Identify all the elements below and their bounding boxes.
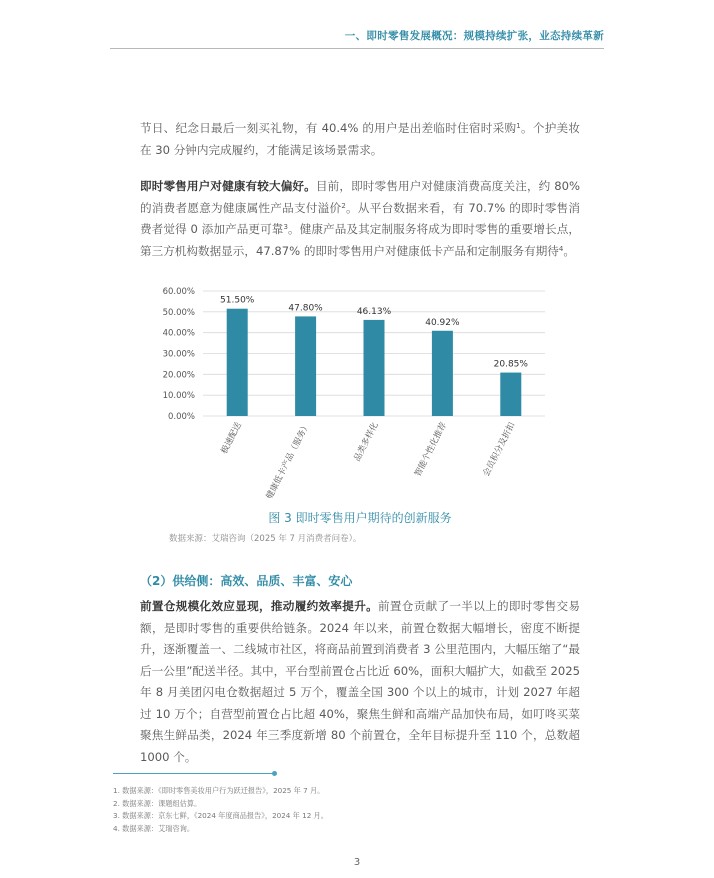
y-tick-label: 30.00% <box>162 349 195 360</box>
paragraph-text: 。从平台数据来看，有 70.7% 的即时零售消费者觉得 0 添加产品更可靠 <box>140 200 580 236</box>
y-tick-label: 20.00% <box>162 370 195 381</box>
section-title: （2）供给侧：高效、品质、丰富、安心 <box>140 574 353 588</box>
paragraph-gift-scenario <box>140 118 580 161</box>
footnote-ref: 2 <box>341 201 346 210</box>
bar <box>500 373 521 416</box>
x-category-label: 健康低卡产品（服务） <box>264 420 313 498</box>
y-tick-label: 40.00% <box>162 328 195 339</box>
bar-value-label: 47.80% <box>288 303 323 314</box>
x-category-label: 极速配送 <box>219 420 244 456</box>
bar <box>432 331 453 416</box>
bar-value-label: 40.92% <box>425 317 460 328</box>
header-divider <box>110 48 604 49</box>
paragraph-front-warehouse <box>140 596 580 768</box>
y-tick-label: 50.00% <box>162 307 195 318</box>
page-number: 3 <box>353 857 361 868</box>
header-title: 一、即时零售发展概况：规模持续扩张，业态持续革新 <box>344 30 604 42</box>
paragraph-lead: 即时零售用户对健康有较大偏好。 <box>140 179 316 193</box>
bar-chart-innovative-services <box>140 280 570 498</box>
footnotes <box>113 785 473 835</box>
bar <box>364 320 385 416</box>
bar-value-label: 20.85% <box>493 359 528 370</box>
footnote-divider-dot <box>272 771 277 776</box>
figure-caption: 图 3 即时零售用户期待的创新服务 <box>268 511 452 525</box>
paragraph-text: 前置仓贡献了一半以上的即时零售交易额，是即时零售的重要供给链条。2024 年以来，前置仓数据大幅增长，密度不断提升，逐渐覆盖一、二线城市社区，将商品前置到消费者 3 公里范围内，大幅压缩了“最后一公里”配送半径。其中，平台型前置仓占比近 60%，面积大幅扩大，如截至 2025 年 8 月美团闪电仓数据超过 5 万个，覆盖全国 300 个以上的城市，计划 2027 年超过 10 万个；自营型前置仓占比超 40%，聚焦生鲜和高端产品加快布局，如叮咚买菜聚焦生鲜品类，2024 年三季度新增 80 个前置仓，全年目标提升至 110 个，总数超 1000 个。 <box>140 599 580 764</box>
footnote-item: 1. 数据来源：《即时零售美妆用户行为跃迁报告》，2025 年 7 月。 <box>113 786 325 795</box>
bar-value-label: 51.50% <box>220 295 255 306</box>
paragraph-text: 节日、纪念日最后一刻买礼物，有 40.4% 的用户是出差临时住宿时采购 <box>140 121 517 135</box>
x-category-label: 品类多样化 <box>352 420 381 464</box>
page-header <box>0 0 714 60</box>
paragraph-text: 。 <box>563 243 575 258</box>
paragraph-text: 。健康产品及其定制服务将成为即时零售的重要增长点，第三方机构数据显示，47.87% 的即时零售用户对健康低卡产品和定制服务有期待 <box>140 222 580 258</box>
y-tick-label: 60.00% <box>162 287 195 297</box>
y-tick-label: 0.00% <box>167 412 195 422</box>
y-tick-label: 10.00% <box>162 391 195 402</box>
footnote-divider <box>113 773 276 774</box>
footnote-ref: 4 <box>558 244 564 253</box>
paragraph-text: 目前，即时零售用户对健康消费高度关注，约 80% 的消费者愿意为健康属性产品支付溢价 <box>140 179 580 215</box>
x-category-label: 会员积分及折扣 <box>481 420 518 479</box>
footnote-item: 4. 数据来源：艾瑞咨询。 <box>113 823 195 833</box>
footnote-item: 3. 数据来源：京东七鲜，《2024 年度商品报告》，2024 年 12 月。 <box>113 811 328 820</box>
paragraph-text: 。个护美妆在 30 分钟内完成履约，才能满足该场景需求。 <box>140 121 580 157</box>
bar <box>295 316 316 416</box>
figure-source: 数据来源：艾瑞咨询（2025 年 7 月消费者问卷）。 <box>169 534 362 544</box>
paragraph-health-preference <box>140 176 580 262</box>
x-category-label: 智能个性化推荐 <box>413 420 450 479</box>
bar <box>227 309 248 416</box>
footnote-ref: 3 <box>283 223 288 231</box>
paragraph-lead: 前置仓规模化效应显现，推动履约效率提升。 <box>140 599 378 613</box>
bar-value-label: 46.13% <box>356 306 392 317</box>
chart-canvas <box>140 280 570 498</box>
footnote-ref: 1 <box>516 122 521 130</box>
footnote-item: 2. 数据来源：课题组估算。 <box>113 798 202 808</box>
